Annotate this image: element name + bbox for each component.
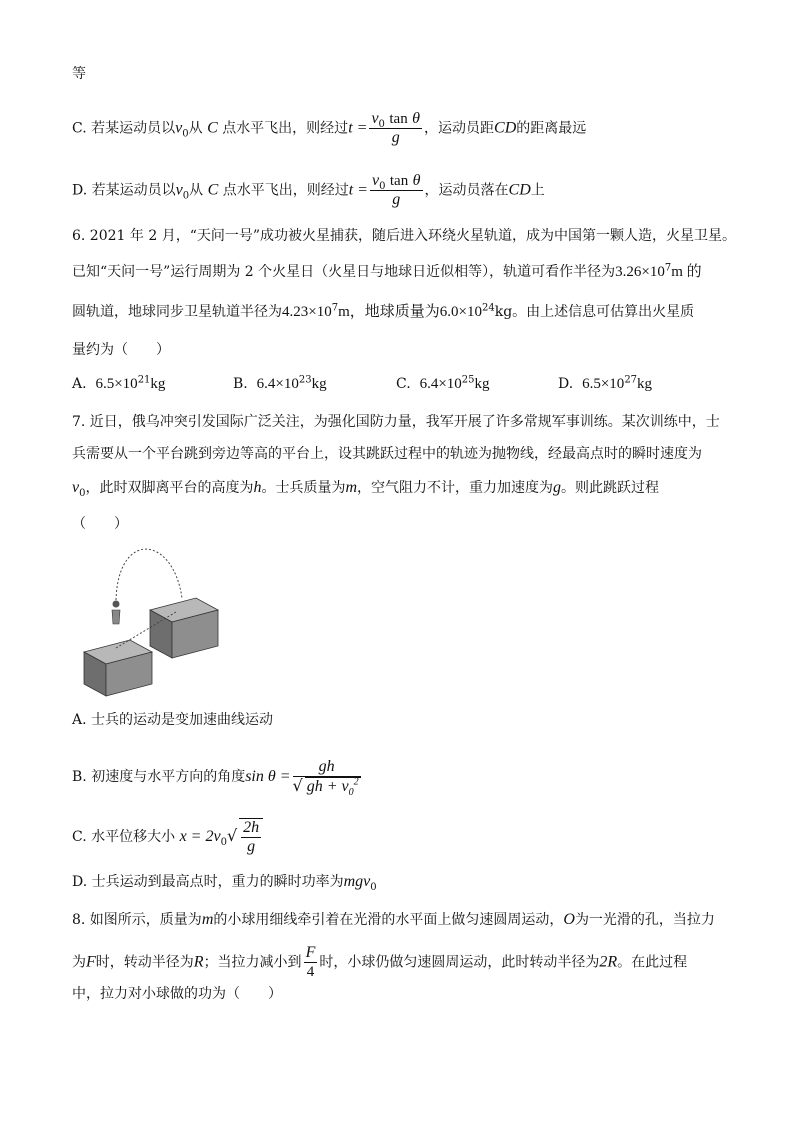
q8-line-1: 8. 如图所示，质量为m的小球用细线牵引着在光滑的水平面上做匀速圆周运动，O为一光滑的孔，当拉力 (72, 911, 715, 928)
left-platform (84, 640, 152, 696)
force-fraction: $\frac{F}{4}$ (305, 944, 316, 980)
q6-option-b[interactable]: B. $6.4\times 10^{23}kg$ (233, 374, 327, 392)
time-fraction: $\frac{v_0 \tan \theta}{g}$ (371, 172, 421, 208)
q8-line-3: 中，拉力对小球做的功为（ ） (72, 986, 282, 1002)
time-fraction: $\frac{v_0 \tan \theta}{g}$ (371, 110, 421, 146)
prev-question-option-c: C. 若某运动员以$v_0$从 C 点水平飞出，则经过t = $\frac{v_0 \tan \theta}{g}$ ，运动员距CD的距离最远 (72, 110, 587, 146)
q7-line-4: （ ） (72, 516, 128, 532)
q7-option-b[interactable]: B. 初速度与水平方向的角度sin θ = $\frac{gh}{√ gh + v_0^2}$ (72, 758, 359, 799)
q6-option-d[interactable]: D. $6.5\times 10^{27}kg$ (558, 374, 653, 392)
q6-line-2: 已知“天问一号”运行周期为 2 个火星日（火星日与地球日近似相等），轨道可看作半径为$3.26\times 10^7m$ 的 (72, 262, 702, 280)
q7-option-d[interactable]: D. 士兵运动到最高点时，重力的瞬时功率为mgv$_0$ (72, 873, 377, 893)
q7-option-c[interactable]: C. 水平位移大小 $x = 2v_0√$ $\frac{2h}{g}$ (72, 818, 265, 856)
q7-line-2: 兵需要从一个平台跳到旁边等高的平台上，设其跳跃过程中的轨迹为抛物线，经最高点时的瞬时速度为 (72, 446, 702, 462)
q6-line-3: 圆轨道，地球同步卫星轨道半径为$4.23\times 10^7m$，地球质量为$6.0\times 10^{24}kg$。由上述信息可估算出火星质 (72, 302, 695, 320)
q6-line-1: 6. 2021 年 2 月，“天问一号”成功被火星捕获，随后进入环绕火星轨道，成为中国第一颗人造，火星卫星。 (72, 228, 737, 244)
q6-option-a[interactable]: A. $6.5\times 10^{21}kg$ (72, 374, 166, 392)
q7-option-a[interactable]: A. 士兵的运动是变加速曲线运动 (72, 712, 274, 728)
q7-line-1: 7. 近日，俄乌冲突引发国际广泛关注，为强化国防力量，我军开展了许多常规军事训练。某次训练中，士 (72, 414, 720, 430)
sqrt-fraction: $\frac{2h}{g}$ (239, 818, 263, 856)
q8-line-2: 为F时，转动半径为R；当拉力减小到 $\frac{F}{4}$ 时，小球仍做匀速圆周运动，此时转动半径为2R。在此过程 (72, 944, 688, 980)
q6-option-c[interactable]: C. $6.4\times 10^{25}kg$ (396, 374, 490, 392)
continuation-text: 等 (72, 66, 86, 82)
prev-question-option-d: D. 若某运动员以$v_0$从 C 点水平飞出，则经过t = $\frac{v_0 \tan \theta}{g}$ ，运动员落在CD上 (72, 172, 545, 208)
soldier-figure (112, 601, 120, 625)
right-platform (150, 598, 218, 658)
q7-line-3: $v_0$，此时双脚离平台的高度为h。士兵质量为m，空气阻力不计，重力加速度为g。则此跳跃过程 (72, 479, 660, 499)
sin-fraction: $\frac{gh}{√ gh + v_0^2}$ (292, 758, 359, 799)
jump-diagram (78, 540, 228, 700)
q6-line-4: 量约为（ ） (72, 342, 170, 358)
trajectory-arc (116, 549, 182, 600)
